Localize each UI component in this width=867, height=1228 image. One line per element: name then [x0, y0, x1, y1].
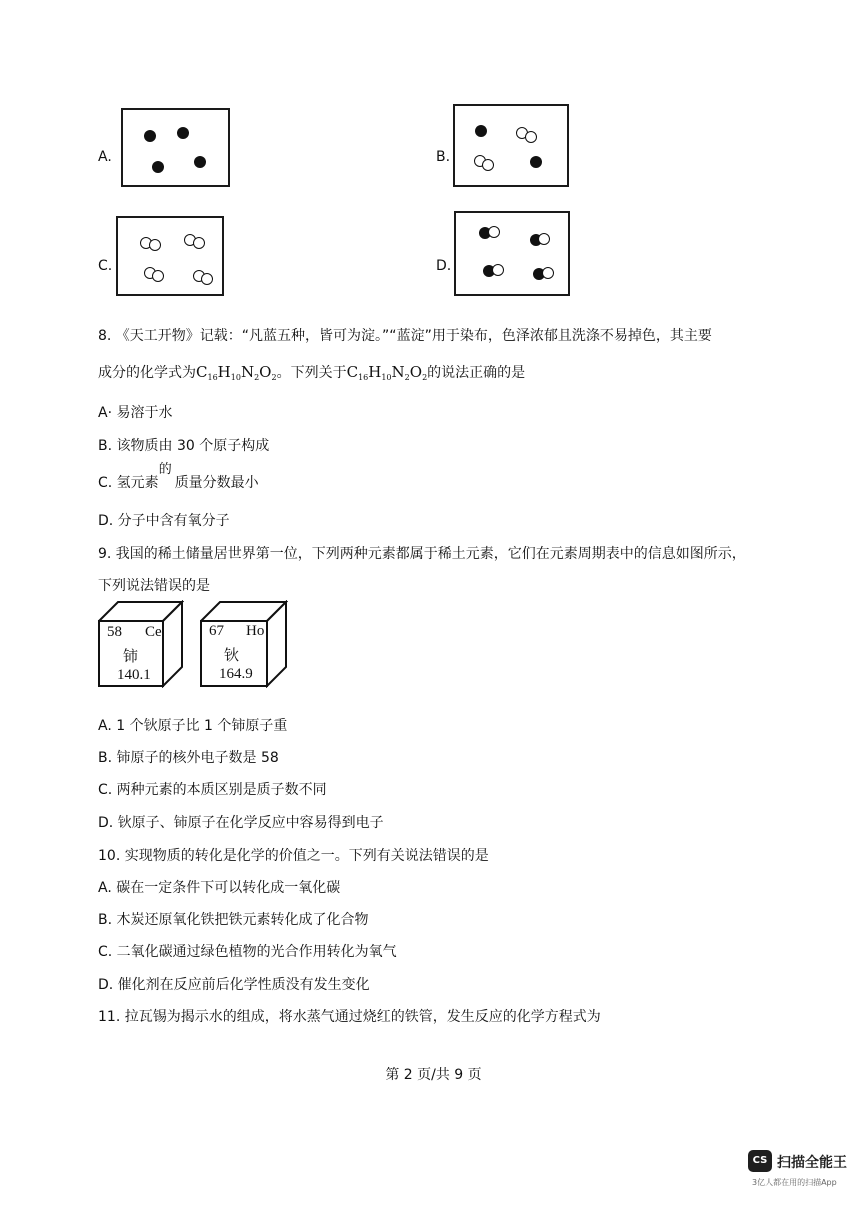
q10-option-a: A. 碳在一定条件下可以转化成一氧化碳	[98, 880, 341, 896]
brand-tagline: 3亿人都在用的扫描App	[752, 1178, 837, 1187]
atom-hollow	[149, 239, 161, 251]
atom-hollow	[525, 131, 537, 143]
atom-hollow	[538, 233, 550, 245]
q8-option-a: A· 易溶于水	[98, 405, 173, 421]
q9-option-a: A. 1 个钬原子比 1 个铈原子重	[98, 718, 288, 734]
q9-option-b: B. 铈原子的核外电子数是 58	[98, 750, 279, 766]
q8-stem-line1: 8. 《天工开物》记载：“凡蓝五种，皆可为淀。”“蓝淀”用于染布，色泽浓郁且洗涤不易掉色，其主要	[98, 328, 712, 344]
page-number: 第 2 页/共 9 页	[385, 1067, 482, 1083]
q11-stem: 11. 拉瓦锡为揭示水的组成，将水蒸气通过烧红的铁管，发生反应的化学方程式为	[98, 1009, 601, 1025]
q9-stem-line2: 下列说法错误的是	[98, 578, 210, 594]
atomic-number: 58	[107, 624, 122, 640]
element-name: 铈	[123, 647, 139, 665]
scanner-watermark	[748, 1150, 860, 1222]
brand-name: 扫描全能王	[777, 1155, 847, 1171]
atom-filled	[530, 156, 542, 168]
option-label-a: A.	[98, 149, 112, 165]
q10-option-d: D. 催化剂在反应前后化学性质没有发生变化	[98, 977, 370, 993]
q10-stem: 10. 实现物质的转化是化学的价值之一。下列有关说法错误的是	[98, 848, 489, 864]
atom-hollow	[492, 264, 504, 276]
atom-hollow	[201, 273, 213, 285]
chemical-formula: $C_{16}H_{10}N_2O_2$	[196, 363, 277, 382]
particle-box-a	[121, 108, 230, 187]
atom-hollow	[152, 270, 164, 282]
q8-stem-line2	[98, 363, 525, 387]
element-symbol: Ce	[145, 624, 162, 640]
q8-stem-post: 的说法正确的是	[427, 365, 526, 381]
q10-option-c: C. 二氧化碳通过绿色植物的光合作用转化为氧气	[98, 944, 397, 960]
atomic-mass: 164.9	[219, 666, 253, 682]
q8-option-d: D. 分子中含有氧分子	[98, 513, 230, 529]
atom-hollow	[542, 267, 554, 279]
atom-filled	[475, 125, 487, 137]
element-symbol: Ho	[246, 623, 265, 639]
atom-hollow	[482, 159, 494, 171]
atom-filled	[152, 161, 164, 173]
camscanner-logo: CS	[748, 1150, 772, 1172]
option-label-d: D.	[436, 258, 452, 274]
option-label-b: B.	[436, 149, 451, 165]
atomic-number: 67	[209, 623, 224, 639]
chemical-formula: $C_{16}H_{10}N_2O_2$	[346, 363, 428, 382]
q8-option-b: B. 该物质由 30 个原子构成	[98, 438, 270, 454]
element-card-holmium	[200, 600, 288, 688]
q8-option-c: C. 氢元素的质量分数最小	[98, 462, 259, 491]
element-card-cerium	[98, 600, 184, 688]
q8-stem-pre: 成分的化学式为	[98, 365, 196, 381]
q10-option-b: B. 木炭还原氧化铁把铁元素转化成了化合物	[98, 912, 369, 928]
particle-box-c	[116, 216, 224, 296]
atom-filled	[194, 156, 206, 168]
q9-option-d: D. 钬原子、铈原子在化学反应中容易得到电子	[98, 815, 384, 831]
atom-filled	[144, 130, 156, 142]
atomic-mass: 140.1	[117, 667, 151, 683]
element-name: 钬	[224, 646, 240, 664]
option-label-c: C.	[98, 258, 113, 274]
q8-stem-mid: 。下列关于	[276, 365, 347, 381]
atom-filled	[177, 127, 189, 139]
particle-box-d	[454, 211, 570, 296]
atom-hollow	[193, 237, 205, 249]
q9-stem-line1: 9. 我国的稀土储量居世界第一位，下列两种元素都属于稀土元素，它们在元素周期表中的信息如图所示，	[98, 546, 746, 562]
particle-box-b	[453, 104, 569, 187]
atom-hollow	[488, 226, 500, 238]
q9-option-c: C. 两种元素的本质区别是质子数不同	[98, 782, 327, 798]
